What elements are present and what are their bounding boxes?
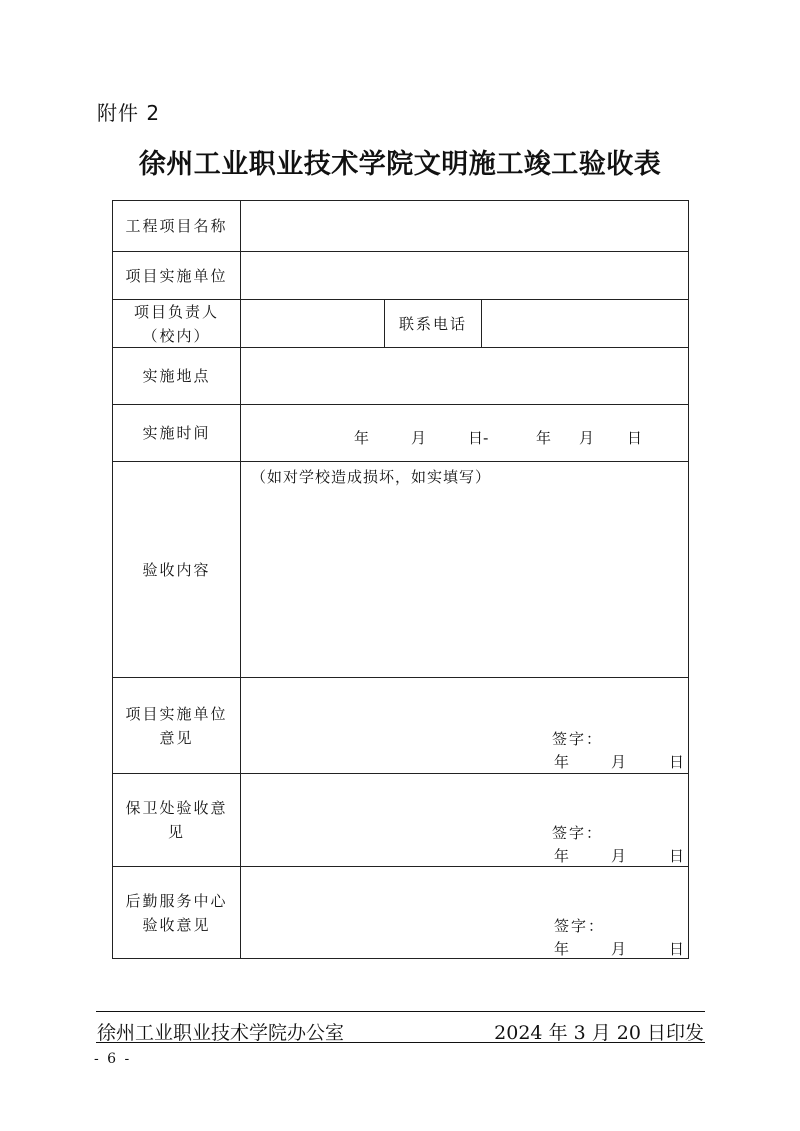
opinion-security-field[interactable]: [241, 774, 688, 866]
row-opinion-security: [113, 773, 688, 866]
opinion-security-year: 年: [554, 847, 570, 865]
time-field[interactable]: [241, 405, 688, 461]
acceptance-form: [112, 200, 689, 959]
footer-issued-date: 2024 年 3 月 20 日印发: [494, 1022, 704, 1044]
footer-office: 徐州工业职业技术学院办公室: [97, 1022, 345, 1044]
time-month-start: 月: [411, 429, 427, 447]
time-year-start: 年: [354, 429, 370, 447]
person-in-charge-label: 项目负责人（校内）: [113, 300, 241, 347]
project-name-field[interactable]: [241, 201, 688, 251]
acceptance-content-field[interactable]: [241, 462, 688, 677]
opinion-unit-label: 项目实施单位意见: [113, 678, 241, 773]
row-location: [113, 347, 688, 404]
attachment-label: 附件 2: [97, 101, 161, 125]
opinion-unit-sign: 签字：: [552, 730, 604, 748]
location-field[interactable]: [241, 348, 688, 404]
row-opinion-unit: [113, 677, 688, 773]
opinion-unit-day: 日: [669, 753, 685, 771]
opinion-unit-month: 月: [611, 753, 627, 771]
opinion-security-label: 保卫处验收意见: [113, 774, 241, 866]
implementing-unit-label: 项目实施单位: [113, 252, 241, 299]
row-implementing-unit: [113, 251, 688, 299]
row-time: [113, 404, 688, 461]
opinion-security-day: 日: [669, 847, 685, 865]
location-label: 实施地点: [113, 348, 241, 404]
phone-label: 联系电话: [384, 300, 482, 347]
page-number: - 6 -: [94, 1051, 132, 1067]
acceptance-content-label: 验收内容: [113, 462, 241, 677]
person-in-charge-area: [241, 300, 688, 347]
time-day-start: 日-: [468, 429, 489, 447]
opinion-logistics-field[interactable]: [241, 867, 688, 958]
person-in-charge-field[interactable]: [241, 300, 384, 347]
opinion-unit-year: 年: [554, 753, 570, 771]
opinion-logistics-sign: 签字：: [554, 917, 606, 935]
row-opinion-logistics: [113, 866, 688, 958]
opinion-logistics-label: 后勤服务中心验收意见: [113, 867, 241, 958]
time-day-end: 日: [627, 429, 643, 447]
footer-top-rule: [96, 1011, 705, 1012]
opinion-logistics-month: 月: [611, 940, 627, 958]
time-label: 实施时间: [113, 405, 241, 461]
time-month-end: 月: [579, 429, 595, 447]
row-project-name: [113, 201, 688, 251]
time-year-end: 年: [536, 429, 552, 447]
acceptance-content-note: （如对学校造成损坏，如实填写）: [251, 468, 492, 486]
footer-bottom-rule: [96, 1042, 705, 1043]
row-person-in-charge: [113, 299, 688, 347]
opinion-logistics-year: 年: [554, 940, 570, 958]
project-name-label: 工程项目名称: [113, 201, 241, 251]
opinion-unit-field[interactable]: [241, 678, 688, 773]
phone-field[interactable]: [480, 300, 688, 347]
document-title: 徐州工业职业技术学院文明施工竣工验收表: [138, 149, 662, 180]
implementing-unit-field[interactable]: [241, 252, 688, 299]
opinion-logistics-day: 日: [669, 940, 685, 958]
opinion-security-sign: 签字：: [552, 824, 604, 842]
row-acceptance-content: [113, 461, 688, 677]
opinion-security-month: 月: [611, 847, 627, 865]
